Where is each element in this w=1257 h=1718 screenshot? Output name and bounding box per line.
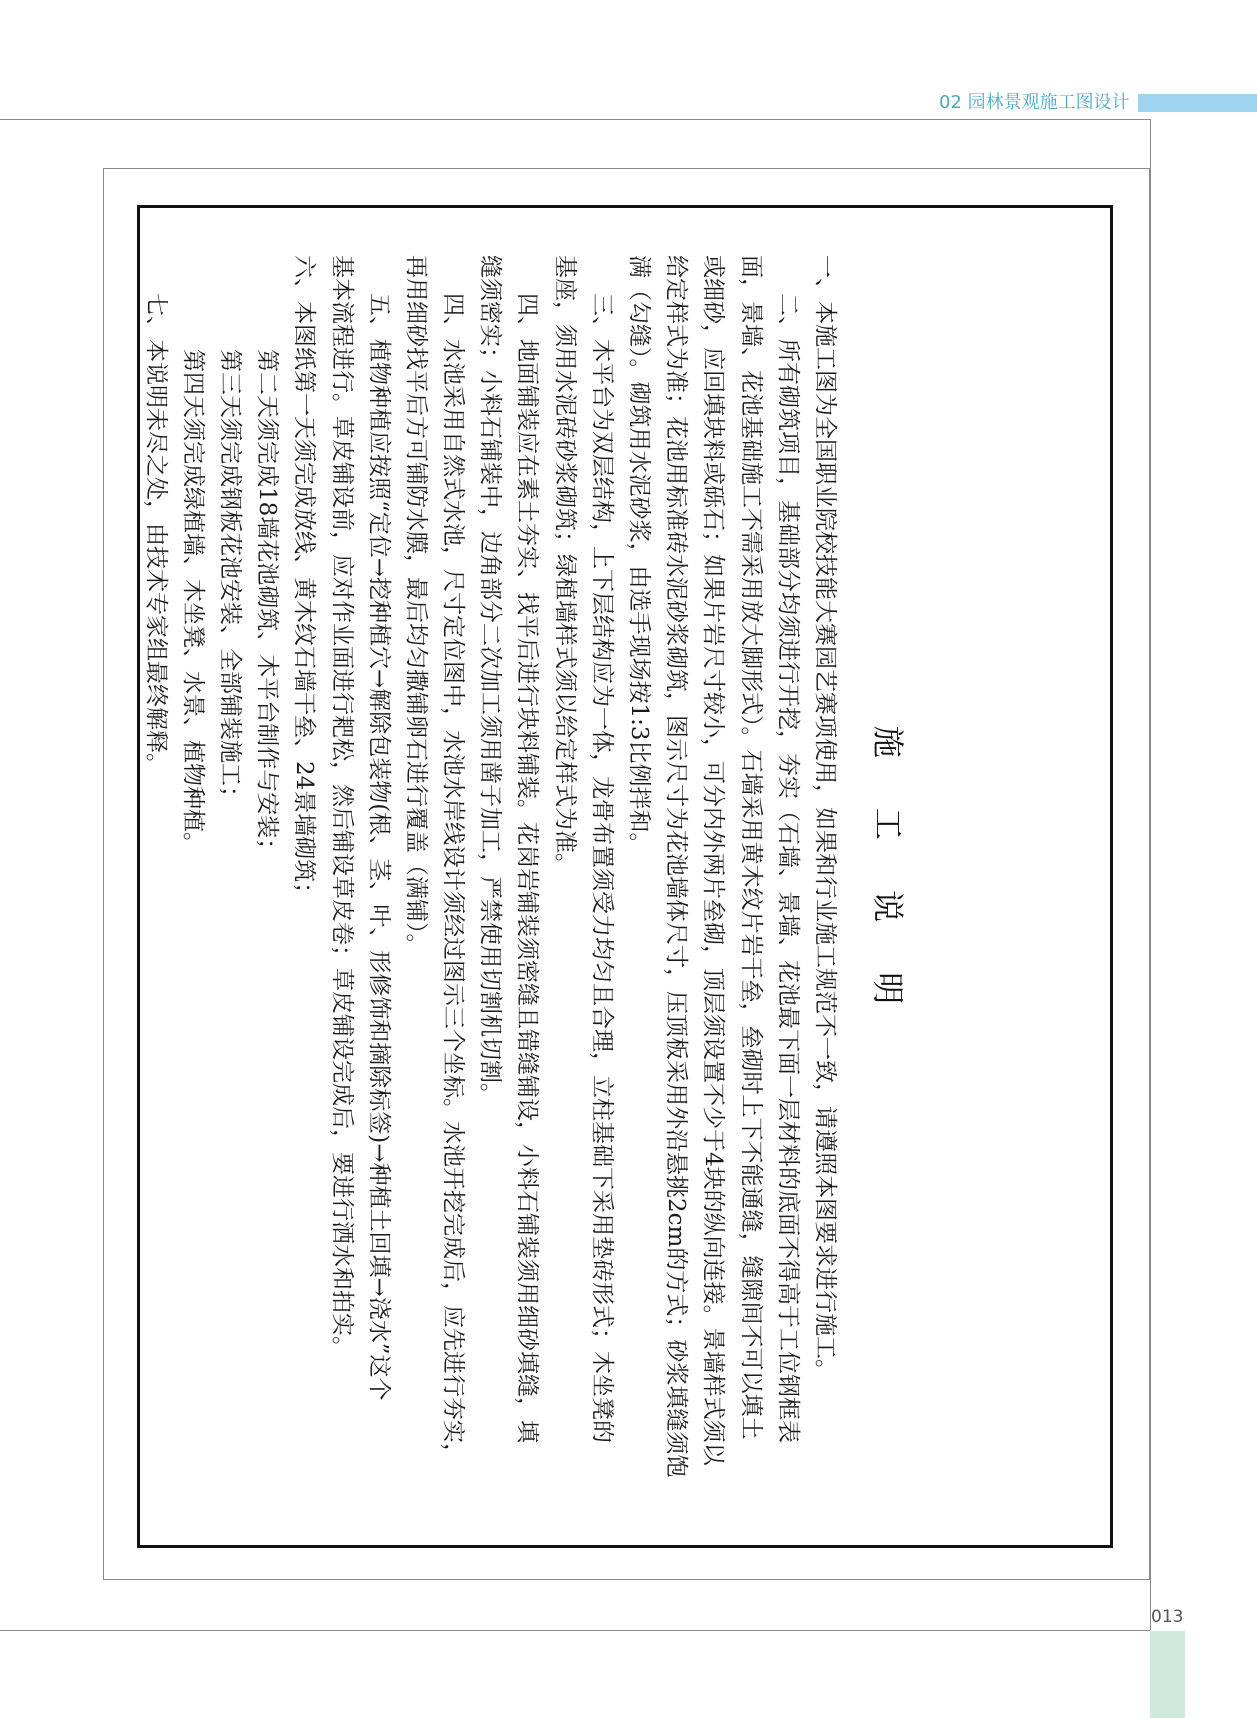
page-number: 013 (1151, 1607, 1184, 1627)
note-line: 一、本施工图为全国职业院校技能大赛园艺赛项使用，如果和行业施工规范不一致，请遵照本图要求进行施工。 (812, 255, 838, 1382)
note-line: 第四天须完成绿植墙、木坐凳、水景、植物种植。 (179, 349, 206, 855)
note-line: 七、本说明未尽之处，由技术专家组最终解释。 (142, 293, 169, 776)
note-line: 第三天须完成钢板花池安装、全部铺装施工； (217, 349, 243, 809)
note-line: 再用细砂找平后方可铺防水膜，最后均匀撒铺卵石进行覆盖（满铺）。 (402, 255, 429, 957)
header-rule (0, 119, 1150, 120)
note-line: 面，景墙、花池基础施工不需采用放大脚形式）。石墙采用黄木纹片岩干垒，垒砌时上下不能通缝，缝隙间不可以填土 (737, 255, 764, 1440)
note-line: 基本流程进行。草皮铺设前，应对作业面进行耙松，然后铺设草皮卷；草皮铺设完成后，要进行洒水和拍实。 (328, 255, 355, 1359)
note-line: 满（勾缝）。砌筑用水泥砂浆，由选手现场按1:3比例拌和。 (626, 255, 653, 856)
note-line: 或细砂，应回填块料或砾石；如果片岩尺寸较小，可分内外两片垒砌，顶层须设置不少于4块的纵向连接。景墙样式须以 (700, 255, 727, 1466)
chapter-label: 02 园林景观施工图设计 (933, 92, 1138, 114)
note-line: 三、木平台为双层结构，上下层结构应为一体，龙骨布置须受力均匀且合理，立柱基础下采用垫砖形式；木坐凳的 (588, 293, 615, 1443)
page-right-rule (1150, 119, 1151, 1630)
note-line: 基座，须用水泥砖砂浆砌筑；绿植墙样式须以给定样式为准。 (551, 255, 578, 876)
construction-notes-sheet (137, 205, 1113, 1548)
note-line: 六、本图纸第一天须完成放线、黄木纹石墙干垒、24景墙砌筑； (291, 255, 318, 906)
note-line: 第二天须完成18墙花池砌筑、木平台制作与安装； (254, 349, 281, 862)
footer-rule (0, 1630, 1150, 1631)
notes-body (136, 255, 843, 1535)
footer-color-band (1150, 1631, 1185, 1718)
note-line: 五、植物种植应按照“定位→挖种植穴→解除包装物(根、茎、叶、形修饰和摘除标签)→种植土回填→浇水”这个 (365, 293, 392, 1401)
note-line: 缝须密实；小料石铺装中，边角部分二次加工须用凿子加工，严禁使用切割机切割。 (477, 255, 504, 1106)
note-line: 四、地面铺装应在素土夯实、找平后进行块料铺装。花岗岩铺装须密缝且错缝铺设，小料石铺装须用细砂填缝，填 (514, 293, 541, 1443)
notes-content (137, 215, 1113, 1535)
note-line: 四、水池采用自然式水池，尺寸定位图中，水池水岸线设计须经过图示三个坐标。水池开挖完成后，应先进行夯实， (440, 293, 467, 1466)
note-line: 二、所有砌筑项目，基础部分均须进行开挖，夯实（石墙、景墙、花池最下面一层材料的底面不得高于工位钢框表 (774, 293, 801, 1443)
note-line: 给定样式为准；花池用标准砖水泥砂浆砌筑，图示尺寸为花池墙体尺寸，压顶板采用外沿悬挑2cm的方式；砂浆填缝须饱 (663, 255, 690, 1478)
notes-title: 施 工 说 明 (869, 725, 907, 1025)
